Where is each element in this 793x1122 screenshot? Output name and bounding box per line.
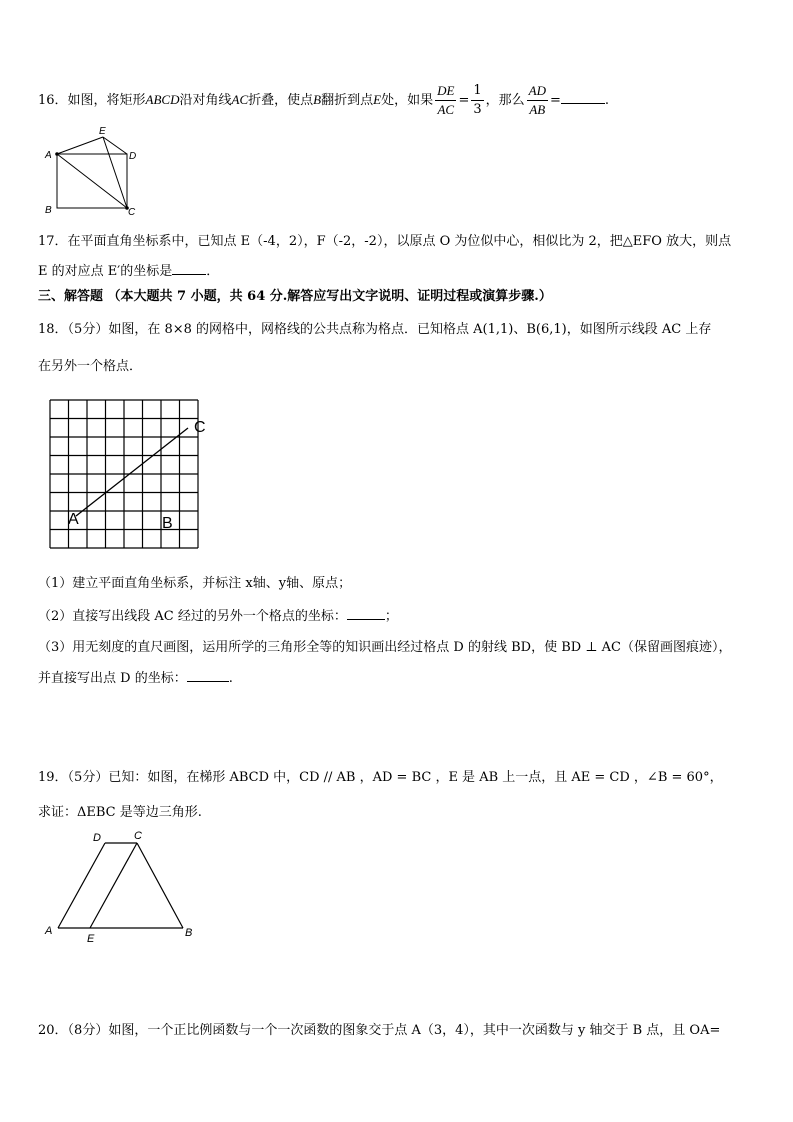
label-a: A — [45, 150, 52, 161]
q18-part3-answer: 并直接写出点 D 的坐标： . — [38, 671, 233, 686]
segment-ed — [103, 137, 127, 154]
q18-line1: 18．（5分）如图，在 8×8 的网格中，网格线的公共点称为格点．已知格点 A(1,1)、B(6,1)，如图所示线段 AC 上存 — [38, 322, 712, 337]
label-d: D — [129, 151, 137, 162]
q20-line1: 20．（8分）如图，一个正比例函数与一个一次函数的图象交于点 A（3，4），其中一次函数与 y 轴交于 B 点，且 OA= — [38, 1023, 721, 1038]
label-c: C — [194, 419, 206, 436]
q19-trapezoid-figure — [40, 826, 210, 951]
q17-line2: E 的对应点 E′的坐标是 ． — [38, 264, 220, 279]
label-e: E — [99, 126, 106, 137]
fraction-one-third: $\frac{1}{3}$ — [473, 83, 482, 117]
q19-line2: 求证：ΔEBC 是等边三角形. — [38, 805, 202, 820]
q17-line1: 17．在平面直角坐标系中，已知点 E（-4，2），F（-2，-2），以原点 O 为位似中心，相似比为 2，把△EFO 放大，则点 — [38, 234, 732, 249]
label-c: C — [134, 830, 142, 842]
q18-part3: （3）用无刻度的直尺画图，运用所学的三角形全等的知识画出经过格点 D 的射线 BD，使 BD ⊥ AC（保留画图痕迹）， — [38, 640, 732, 655]
q18-part1: （1）建立平面直角坐标系，并标注 x轴、y轴、原点； — [38, 576, 352, 591]
answer-blank[interactable] — [187, 669, 229, 682]
diagonal-ac — [57, 154, 127, 208]
label-a: A — [68, 511, 79, 528]
side-ad — [58, 843, 105, 928]
answer-blank[interactable] — [561, 91, 605, 104]
q16-figure — [40, 120, 150, 220]
side-bc — [137, 843, 183, 928]
label-b: B — [162, 515, 173, 532]
label-b: B — [45, 205, 52, 216]
label-a: A — [45, 925, 53, 937]
answer-blank[interactable] — [347, 607, 385, 620]
segment-ec — [90, 843, 137, 928]
q19-line1: 19．（5分）已知：如图，在梯形 ABCD 中，CD // AB ，AD = BC ，E 是 AB 上一点，且 AE = CD ，∠B = 60°， — [38, 770, 723, 785]
q18-part2: （2）直接写出线段 AC 经过的另外一个格点的坐标： ； — [38, 609, 398, 624]
label-c: C — [128, 207, 136, 218]
label-d: D — [93, 832, 101, 844]
label-b: B — [185, 927, 193, 939]
answer-blank[interactable] — [172, 262, 206, 275]
point-a — [55, 152, 59, 156]
q18-line2: 在另外一个格点． — [38, 359, 143, 374]
fraction-de-ac: $\frac{DE}{AC}$ — [437, 83, 455, 117]
segment-ec — [103, 137, 127, 208]
section-header: 三、解答题 （本大题共 7 小题，共 64 分.解答应写出文字说明、证明过程或演算步骤.） — [38, 289, 552, 304]
fraction-ad-ab: $\frac{AD}{AB}$ — [528, 83, 546, 117]
q16-text: 16．如图，将矩形ABCD沿对角线AC折叠，使点B翻折到点E处，如果 $\frac{DE}{AC}$ = $\frac{1}{3}$ ，那么 $\frac{AD}{AB}$ = . — [38, 83, 610, 117]
label-e: E — [87, 933, 95, 945]
q18-grid-figure — [40, 390, 220, 560]
segment-ac — [76, 428, 188, 516]
segment-ae — [57, 137, 103, 154]
